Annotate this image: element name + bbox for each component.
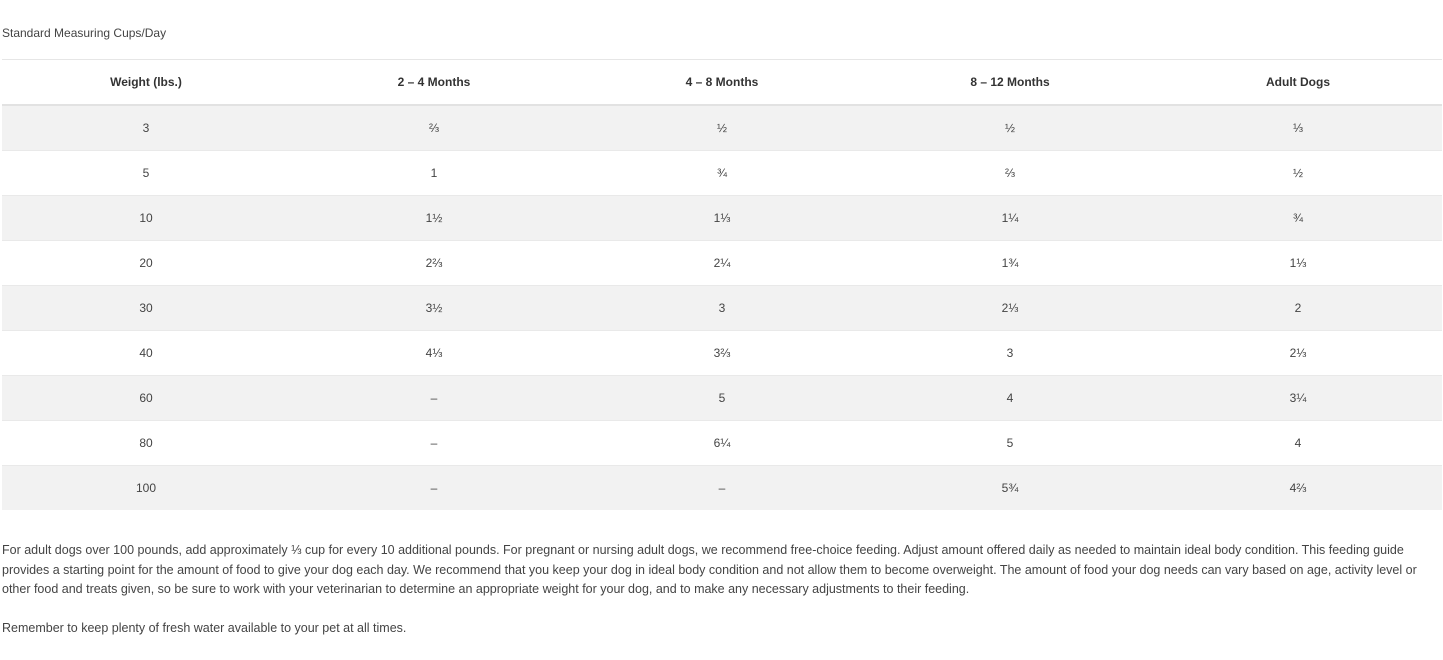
- cell-4-8-months: –: [578, 466, 866, 511]
- table-row: [2, 421, 1442, 466]
- cell-8-12-months: 1¾: [866, 241, 1154, 286]
- cell-2-4-months: ⅔: [290, 105, 578, 151]
- cell-2-4-months: 4⅓: [290, 331, 578, 376]
- cell-adult-dogs: 1⅓: [1154, 241, 1442, 286]
- table-header-row: [2, 60, 1442, 106]
- cell-weight: 40: [2, 331, 290, 376]
- cell-weight: 5: [2, 151, 290, 196]
- table-row: [2, 286, 1442, 331]
- cell-4-8-months: ½: [578, 105, 866, 151]
- cell-2-4-months: 1: [290, 151, 578, 196]
- cell-adult-dogs: 2: [1154, 286, 1442, 331]
- table-row: [2, 376, 1442, 421]
- cell-weight: 3: [2, 105, 290, 151]
- cell-2-4-months: –: [290, 466, 578, 511]
- cell-adult-dogs: 4⅔: [1154, 466, 1442, 511]
- cell-8-12-months: 1¼: [866, 196, 1154, 241]
- cell-8-12-months: 5¾: [866, 466, 1154, 511]
- water-reminder: Remember to keep plenty of fresh water available to your pet at all times.: [2, 621, 407, 635]
- cell-4-8-months: ¾: [578, 151, 866, 196]
- cell-8-12-months: 5: [866, 421, 1154, 466]
- header-4-8-months: 4 – 8 Months: [578, 60, 866, 106]
- cell-2-4-months: 2⅔: [290, 241, 578, 286]
- cell-adult-dogs: 4: [1154, 421, 1442, 466]
- cell-4-8-months: 5: [578, 376, 866, 421]
- cell-4-8-months: 1⅓: [578, 196, 866, 241]
- cell-weight: 10: [2, 196, 290, 241]
- table-caption: Standard Measuring Cups/Day: [2, 26, 167, 40]
- cell-adult-dogs: 2⅓: [1154, 331, 1442, 376]
- cell-8-12-months: 4: [866, 376, 1154, 421]
- feeding-guide-table: [2, 59, 1442, 510]
- table-row: [2, 331, 1442, 376]
- cell-2-4-months: 1½: [290, 196, 578, 241]
- header-2-4-months: 2 – 4 Months: [290, 60, 578, 106]
- cell-8-12-months: 2⅓: [866, 286, 1154, 331]
- cell-8-12-months: 3: [866, 331, 1154, 376]
- cell-4-8-months: 6¼: [578, 421, 866, 466]
- cell-weight: 30: [2, 286, 290, 331]
- cell-2-4-months: –: [290, 421, 578, 466]
- cell-weight: 80: [2, 421, 290, 466]
- cell-4-8-months: 2¼: [578, 241, 866, 286]
- table-row: [2, 241, 1442, 286]
- header-8-12-months: 8 – 12 Months: [866, 60, 1154, 106]
- cell-8-12-months: ⅔: [866, 151, 1154, 196]
- header-weight: Weight (lbs.): [2, 60, 290, 106]
- cell-2-4-months: –: [290, 376, 578, 421]
- cell-adult-dogs: 3¼: [1154, 376, 1442, 421]
- cell-weight: 100: [2, 466, 290, 511]
- cell-4-8-months: 3⅔: [578, 331, 866, 376]
- table-row: [2, 466, 1442, 511]
- cell-weight: 60: [2, 376, 290, 421]
- cell-weight: 20: [2, 241, 290, 286]
- feeding-guide-paragraph: For adult dogs over 100 pounds, add approximately ⅓ cup for every 10 additional pounds. For pregnant or nursing adult dogs, we recommend free-choice feeding. Adjust amount offered daily as needed to maintain ideal body condition. This feeding guide provides a starting point for the amount of food to give your dog each day. We recommend that you keep your dog in ideal body condition and not allow them to become overweight. The amount of food your dog needs can vary based on age, activity level or other food and treats given, so be sure to work with your veterinarian to determine an appropriate weight for your dog, and to make any necessary adjustments to their feeding.: [2, 543, 1417, 596]
- cell-adult-dogs: ½: [1154, 151, 1442, 196]
- cell-adult-dogs: ⅓: [1154, 105, 1442, 151]
- cell-8-12-months: ½: [866, 105, 1154, 151]
- cell-2-4-months: 3½: [290, 286, 578, 331]
- header-adult-dogs: Adult Dogs: [1154, 60, 1442, 106]
- feeding-notes: [2, 541, 1438, 639]
- table-row: [2, 151, 1442, 196]
- cell-adult-dogs: ¾: [1154, 196, 1442, 241]
- table-row: [2, 196, 1442, 241]
- table-row: [2, 105, 1442, 151]
- cell-4-8-months: 3: [578, 286, 866, 331]
